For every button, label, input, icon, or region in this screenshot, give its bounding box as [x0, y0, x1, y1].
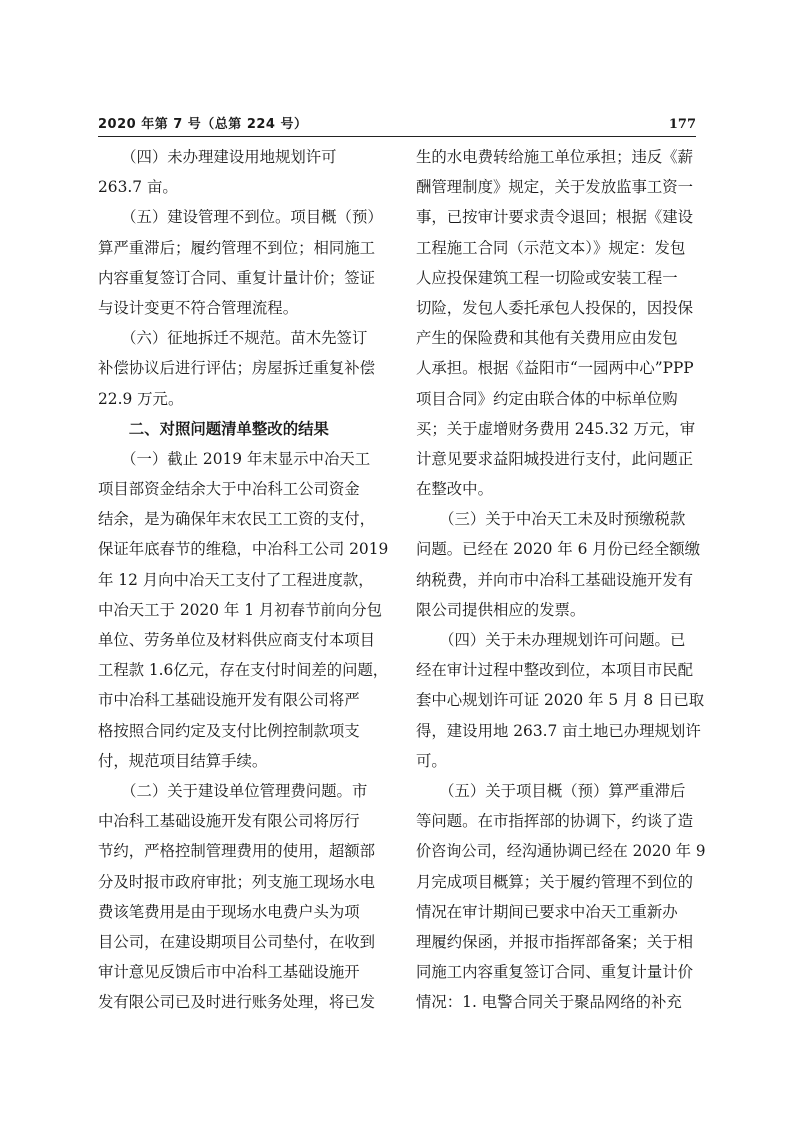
text-line: 人承担。根据《益阳市“一园两中心”PPP: [416, 359, 694, 378]
text-line: 费该笔费用是由于现场水电费户头为项: [98, 902, 360, 921]
text-line: 补偿协议后进行评估；房屋拆迁重复补偿: [98, 359, 376, 378]
text-line: 付，规范项目结算手续。: [98, 751, 268, 770]
text-line: （五）关于项目概（预）算严重滞后: [416, 781, 686, 800]
text-line: 价咨询公司，经沟通协调已经在 2020 年 9: [416, 842, 706, 861]
text-line: 月完成项目概算；关于履约管理不到位的: [416, 872, 694, 891]
text-line: 算严重滞后；履约管理不到位；相同施工: [98, 238, 376, 257]
text-line: 情况：1. 电警合同关于聚品网络的补充: [416, 993, 682, 1012]
text-line: 经在审计过程中整改到位，本项目市民配: [416, 661, 694, 680]
text-line: 保证年底春节的维稳，中冶科工公司 2019: [98, 540, 389, 559]
text-line: 情况在审计期间已要求中冶天工重新办: [416, 902, 678, 921]
text-line: 节约，严格控制管理费用的使用，超额部: [98, 842, 376, 861]
text-line: 格按照合同约定及支付比例控制款项支: [98, 721, 360, 740]
text-line: 目公司，在建设期项目公司垫付，在收到: [98, 932, 376, 951]
text-line: 22.9 万元。: [98, 389, 184, 408]
text-line: 得，建设用地 263.7 亩土地已办理规划许: [416, 721, 701, 740]
text-line: 买；关于虚增财务费用 245.32 万元，审: [416, 419, 696, 438]
text-line: 内容重复签订合同、重复计量计价；签证: [98, 268, 376, 287]
text-line: （二）关于建设单位管理费问题。市: [98, 781, 368, 800]
text-line: 事，已按审计要求责令退回；根据《建设: [416, 208, 694, 227]
text-line: 项目部资金结余大于中冶科工公司资金: [98, 480, 360, 499]
text-line: 中冶天工于 2020 年 1 月初春节前向分包: [98, 600, 382, 619]
text-line: 单位、劳务单位及材料供应商支付本项目: [98, 631, 376, 649]
text-line: 套中心规划许可证 2020 年 5 月 8 日已取: [416, 691, 705, 710]
left-column: [98, 142, 389, 1017]
text-line: （四）未办理建设用地规划许可: [98, 148, 337, 166]
text-line: 工程施工合同（示范文本）》规定：发包: [416, 238, 686, 257]
text-line: 酬管理制度》规定，关于发放监事工资一: [416, 178, 694, 197]
text-line: 计意见要求益阳城投进行支付，此问题正: [416, 449, 694, 468]
text-line: 结余，是为确保年末农民工工资的支付，: [98, 510, 376, 529]
text-line: 263.7 亩。: [98, 178, 178, 197]
text-line: 年 12 月向中冶天工支付了工程进度款，: [98, 570, 374, 589]
text-line: （四）关于未办理规划许可问题。已: [416, 631, 686, 649]
text-line: 审计意见反馈后市中冶科工基础设施开: [98, 963, 360, 982]
text-line: 市中冶科工基础设施开发有限公司将严: [98, 691, 360, 710]
text-line: 产生的保险费和其他有关费用应由发包: [416, 329, 678, 348]
text-line: 人应投保建筑工程一切险或安装工程一: [416, 268, 678, 287]
text-line: 中冶科工基础设施开发有限公司将厉行: [98, 812, 360, 831]
text-line: （一）截止 2019 年末显示中冶天工: [98, 449, 371, 468]
text-line: 问题。已经在 2020 年 6 月份已经全额缴: [416, 540, 700, 559]
text-line: （三）关于中冶天工未及时预缴税款: [416, 510, 686, 529]
text-line: 项目合同》约定由联合体的中标单位购: [416, 389, 678, 408]
text-line: 发有限公司已及时进行账务处理，将已发: [98, 993, 376, 1012]
text-line: 纳税费，并向市中冶科工基础设施开发有: [416, 570, 694, 589]
text-line: 可。: [416, 751, 447, 770]
issue-label: 2020 年第 7 号（总第 224 号）: [98, 117, 308, 132]
text-line: 理履约保函，并报市指挥部备案；关于相: [416, 932, 694, 951]
section-heading: 二、对照问题清单整改的结果: [98, 419, 329, 438]
text-line: 工程款 1.6亿元，存在支付时间差的问题，: [98, 661, 389, 680]
text-line: 与设计变更不符合管理流程。: [98, 298, 299, 317]
right-column: [416, 142, 704, 1017]
text-line: 切险，发包人委托承包人投保的，因投保: [416, 298, 694, 317]
text-line: （六）征地拆迁不规范。苗木先签订: [98, 329, 368, 348]
running-header: [98, 116, 696, 137]
text-line: 等问题。在市指挥部的协调下，约谈了造: [416, 812, 694, 831]
page-number: 177: [668, 117, 696, 132]
text-line: （五）建设管理不到位。项目概（预）: [98, 208, 383, 227]
text-line: 同施工内容重复签订合同、重复计量计价: [416, 963, 694, 982]
text-line: 分及时报市政府审批；列支施工现场水电: [98, 872, 376, 891]
text-line: 在整改中。: [416, 480, 493, 499]
text-line: 生的水电费转给施工单位承担；违反《薪: [416, 148, 694, 166]
text-line: 限公司提供相应的发票。: [416, 600, 586, 619]
